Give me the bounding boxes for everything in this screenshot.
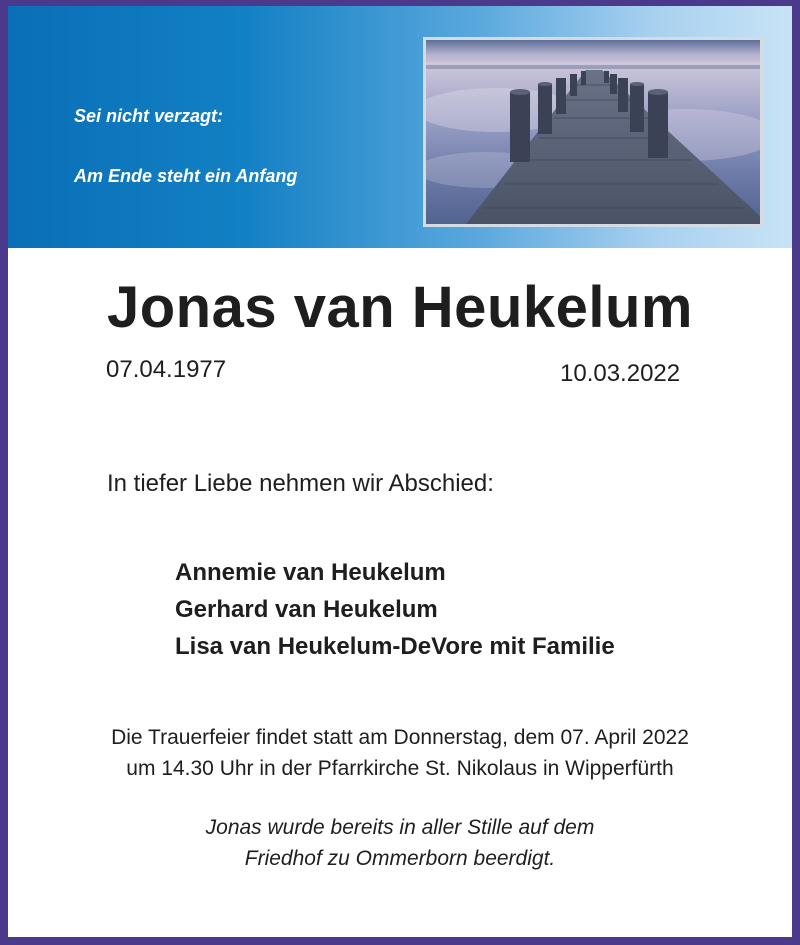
jetty-photo bbox=[423, 37, 763, 227]
burial-note bbox=[8, 812, 792, 874]
service-line-2: um 14.30 Uhr in der Pfarrkirche St. Nikolaus in Wipperfürth bbox=[126, 757, 674, 780]
burial-note-line-2: Friedhof zu Ommerborn beerdigt. bbox=[244, 847, 556, 870]
farewell-intro: In tiefer Liebe nehmen wir Abschied: bbox=[107, 470, 494, 497]
mourners-list bbox=[175, 554, 615, 665]
quote-line-2: Am Ende steht ein Anfang bbox=[74, 166, 298, 186]
death-date: 10.03.2022 bbox=[560, 360, 681, 387]
mourner-item: Gerhard van Heukelum bbox=[175, 596, 438, 623]
mourner-item: Annemie van Heukelum bbox=[175, 559, 446, 586]
funeral-service-info bbox=[8, 722, 792, 784]
mourner-item: Lisa van Heukelum-DeVore mit Familie bbox=[175, 633, 615, 660]
quote-line-1: Sei nicht verzagt: bbox=[74, 106, 224, 126]
deceased-name: Jonas van Heukelum bbox=[107, 275, 693, 340]
birth-date: 07.04.1977 bbox=[106, 356, 227, 383]
service-line-1: Die Trauerfeier findet statt am Donnerstag, dem 07. April 2022 bbox=[111, 726, 689, 749]
burial-note-line-1: Jonas wurde bereits in aller Stille auf dem bbox=[205, 816, 595, 839]
header-banner bbox=[8, 6, 792, 248]
jetty-lake-image bbox=[426, 40, 760, 224]
